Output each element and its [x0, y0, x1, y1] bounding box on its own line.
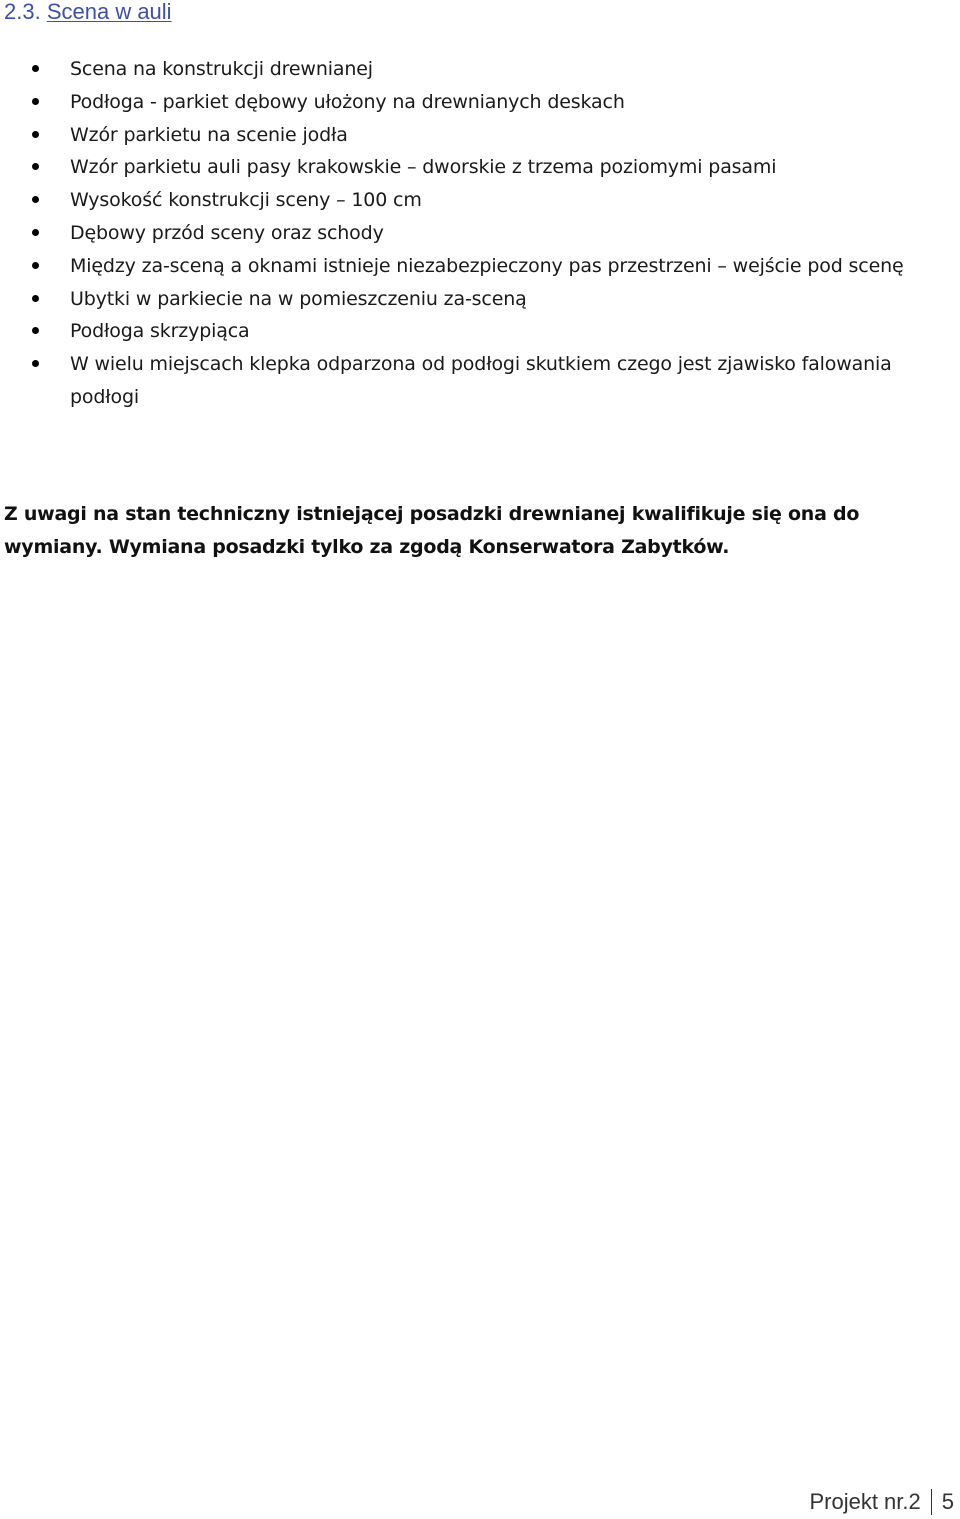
section-heading — [4, 0, 172, 26]
list-item — [32, 184, 947, 217]
list-item — [32, 315, 947, 348]
bullet-icon — [32, 98, 39, 105]
list-item — [32, 348, 947, 414]
list-item — [32, 86, 947, 119]
conclusion-paragraph: Z uwagi na stan techniczny istniejącej posadzki drewnianej kwalifikuje się ona do wymiany. Wymiana posadzki tylko za zgodą Konserwatora Zabytków. — [4, 503, 860, 558]
list-item-text: Scena na konstrukcji drewnianej — [70, 58, 373, 80]
section-title: Scena w auli — [46, 0, 172, 24]
page-number: 5 — [941, 1489, 954, 1514]
bullet-icon — [32, 327, 39, 334]
list-item-text: Wzór parkietu auli pasy krakowskie – dworskie z trzema poziomymi pasami — [70, 156, 777, 179]
bullet-icon — [32, 262, 39, 269]
bullet-icon — [32, 229, 39, 236]
bullet-icon — [32, 360, 39, 367]
list-item-text: Między za-sceną a oknami istnieje niezabezpieczony pas przestrzeni – wejście pod scenę — [70, 254, 904, 277]
list-item — [32, 119, 947, 152]
list-item-text: Wzór parkietu na scenie jodła — [70, 123, 348, 146]
list-item — [32, 283, 947, 316]
list-item-text: Podłoga skrzypiąca — [70, 320, 250, 343]
list-item — [32, 250, 947, 283]
list-item — [32, 151, 947, 184]
bullet-icon — [32, 295, 39, 302]
footer-project-label: Projekt nr.2 — [809, 1489, 921, 1514]
list-item — [32, 53, 947, 86]
page-footer — [809, 1487, 954, 1517]
list-item-text: Dębowy przód sceny oraz schody — [70, 221, 384, 244]
list-item-text: Ubytki w parkiecie na w pomieszczeniu za-sceną — [70, 287, 527, 310]
list-item-text: Wysokość konstrukcji sceny – 100 cm — [70, 189, 422, 212]
bullet-icon — [32, 65, 39, 72]
list-item-text: Podłoga - parkiet dębowy ułożony na drewnianych deskach — [70, 90, 625, 113]
bullet-list — [32, 53, 947, 414]
list-item — [32, 217, 947, 250]
bullet-icon — [32, 131, 39, 138]
bullet-icon — [32, 196, 39, 203]
section-number: 2.3. — [4, 0, 41, 24]
list-item-text: W wielu miejscach klepka odparzona od podłogi skutkiem czego jest zjawisko falowania podłogi — [70, 353, 892, 408]
bullet-icon — [32, 163, 39, 170]
footer-divider — [931, 1489, 932, 1515]
